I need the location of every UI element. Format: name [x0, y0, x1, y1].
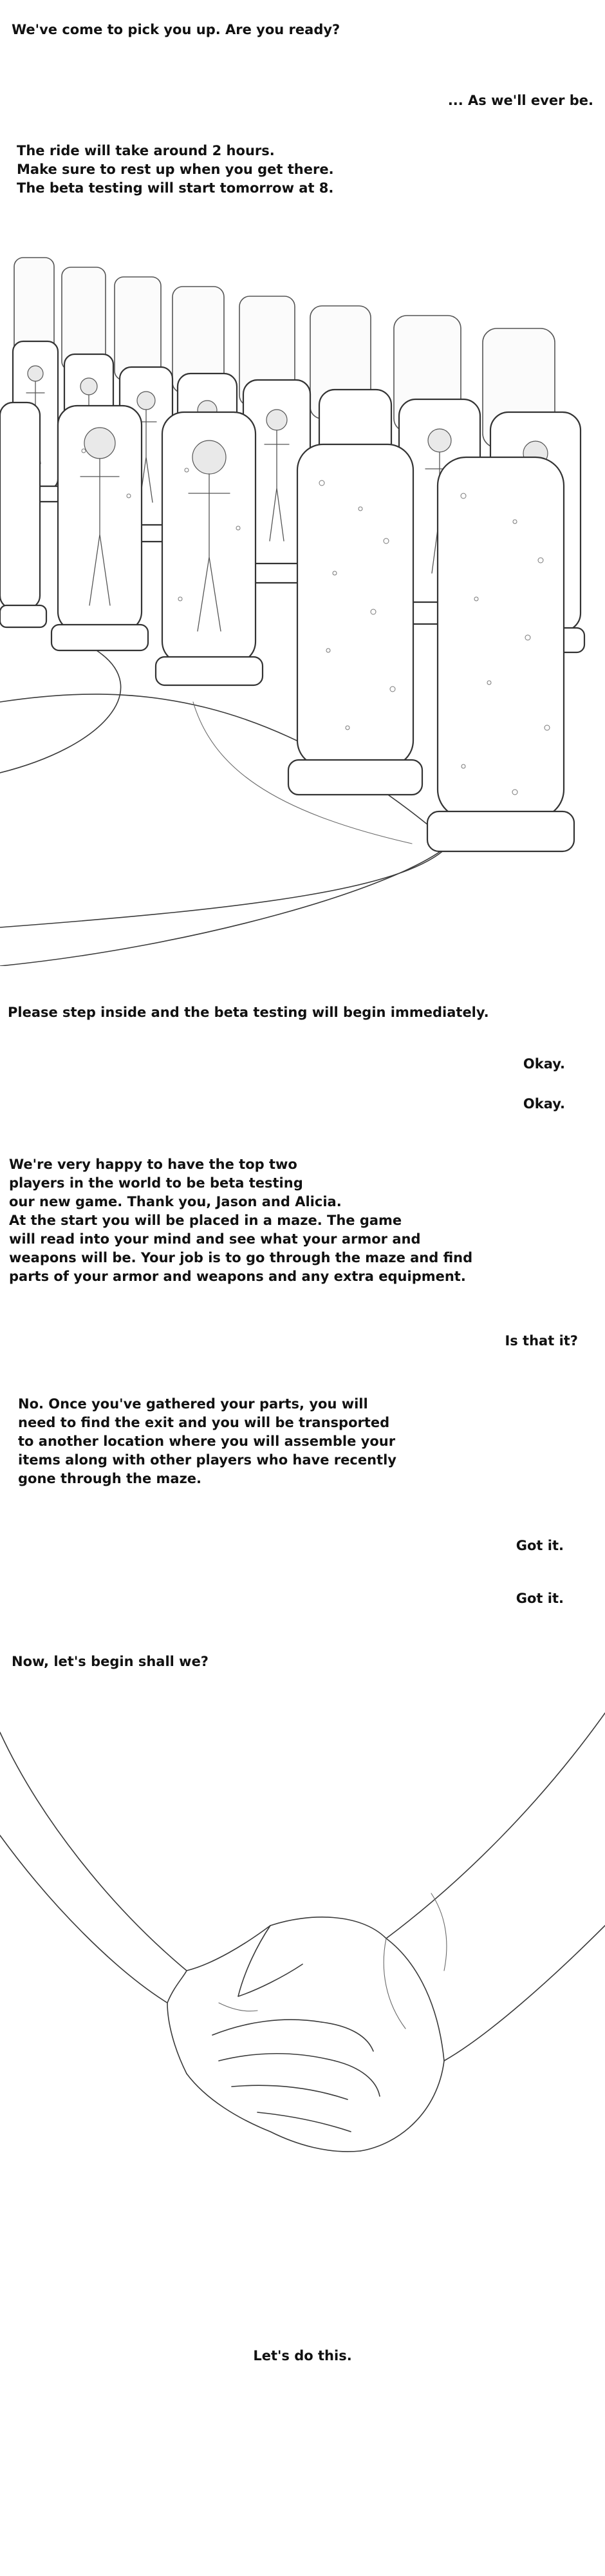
dialogue-line-4: Please step inside and the beta testing will begin immediately.: [8, 1005, 489, 1020]
holding-hands-illustration: [0, 1700, 605, 2351]
dialogue-line-12: Now, let's begin shall we?: [12, 1654, 209, 1669]
dialogue-line-13: Let's do this.: [253, 2348, 352, 2363]
dialogue-line-1: We've come to pick you up. Are you ready?: [12, 22, 340, 37]
capsule-pods-illustration: [0, 238, 605, 966]
dialogue-line-9: No. Once you've gathered your parts, you will need to find the exit and you will be transported to another location where you will assemble your items along with other players who have recently gone through the maze.: [18, 1396, 396, 1486]
dialogue-line-6: Okay.: [523, 1096, 565, 1112]
dialogue-line-2: ... As we'll ever be.: [447, 93, 593, 108]
dialogue-line-11: Got it.: [516, 1591, 564, 1606]
dialogue-line-7: We're very happy to have the top two players in the world to be beta testing our new game. Thank you, Jason and Alicia. At the start you will be placed in a maze. The game will read into your mind and see what your armor and weapons will be. Your job is to go through the maze and find parts of your armor and weapons and any extra equipment.: [9, 1157, 473, 1284]
dialogue-line-8: Is that it?: [505, 1333, 578, 1349]
dialogue-line-10: Got it.: [516, 1538, 564, 1553]
dialogue-line-5: Okay.: [523, 1056, 565, 1072]
dialogue-line-3: The ride will take around 2 hours. Make sure to rest up when you get there. The beta testing will start tomorrow at 8.: [17, 143, 334, 196]
